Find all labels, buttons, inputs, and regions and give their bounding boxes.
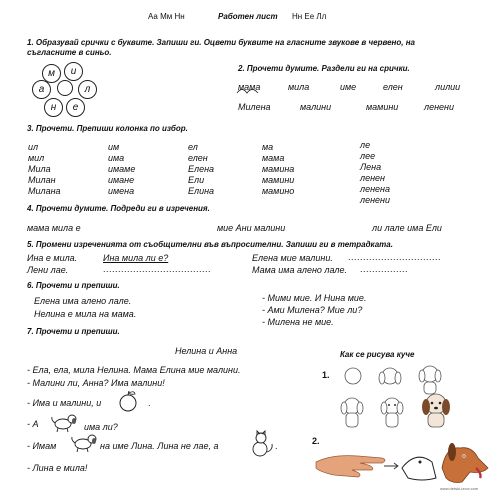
- task3-instruction: 3. Прочети. Препиши колонка по избор.: [27, 124, 188, 133]
- task2-word: мамини: [366, 102, 399, 112]
- task2-word: малини: [300, 102, 332, 112]
- task4-instruction: 4. Прочети думите. Подреди ги в изречения.: [27, 204, 210, 213]
- story-line: - А: [27, 419, 39, 429]
- task7-instruction: 7. Прочети и препиши.: [27, 327, 120, 336]
- story-line: има ли?: [84, 422, 118, 432]
- answer-line: ...............................: [348, 252, 442, 262]
- task1-instruction: 1. Образувай срички с буквите. Запиши ги. Оцвети буквите на гласните звукове в червено, на: [27, 38, 415, 47]
- task4-words: мие Ани малини: [217, 223, 286, 233]
- story-line: - Имам: [27, 441, 57, 451]
- dog-step: [379, 368, 401, 384]
- statement: Лени лае.: [27, 265, 69, 275]
- story-line: - Има и малини, и: [27, 398, 102, 408]
- task4-words: ли лале има Ели: [372, 223, 442, 233]
- flower-petal: а: [32, 80, 51, 99]
- story-punct: .: [148, 398, 151, 408]
- task2-word: ленени: [424, 102, 454, 112]
- reading-line: Нелина е мила на мама.: [34, 309, 137, 319]
- example-question: Ина мила ли е?: [103, 253, 169, 263]
- hand-dog-drawing: [312, 428, 490, 490]
- word-column: ел елен Елена Ели Елина: [188, 142, 215, 196]
- story-line: - Лина е мила!: [27, 463, 88, 473]
- statement: Мама има алено лале.: [252, 265, 347, 275]
- dialogue-line: - Мими мие. И Нина мие.: [262, 293, 367, 303]
- task1-instruction-cont: съгласните в синьо.: [27, 48, 112, 57]
- task5-instruction: 5. Промени изреченията от съобщителни във въпросителни. Запиши ги в тетрадката.: [27, 240, 393, 249]
- word-column: ма мама мамина мамини мамино: [262, 142, 295, 196]
- header-letters-right: Нн Ее Лл: [292, 12, 327, 21]
- step-number: 1.: [322, 370, 330, 380]
- story-line: - Ела, ела, мила Нелина. Мама Елина мие малини.: [27, 365, 241, 375]
- story-line: на име Лина. Лина не лае, а: [100, 441, 219, 451]
- page-title: Работен лист: [218, 12, 278, 21]
- syllable-flower: [30, 60, 100, 116]
- word-column: ле лее Лена ленен ленена ленени: [360, 140, 390, 205]
- syllable-arc: [236, 84, 260, 94]
- story-line: - Малини ли, Анна? Има малини!: [27, 378, 165, 388]
- task2-word: лилии: [435, 82, 461, 92]
- flower-petal: н: [44, 98, 63, 117]
- cat-icon: [246, 430, 276, 458]
- statement: Елена мие малини.: [252, 253, 333, 263]
- dog-icon: [68, 432, 98, 452]
- story-punct: .: [275, 441, 278, 451]
- apple-icon: [116, 390, 140, 412]
- task2-instruction: 2. Прочети думите. Раздели ги на срички.: [238, 64, 410, 73]
- flower-petal: м: [42, 64, 61, 83]
- task2-word: име: [340, 82, 357, 92]
- header-letters-left: Аа Мм Нн: [148, 12, 185, 21]
- watermark: www.detski-izvor.com: [440, 486, 479, 491]
- task2-word: Милена: [238, 102, 271, 112]
- task2-word: мила: [288, 82, 310, 92]
- flower-center: [57, 80, 73, 96]
- flower-petal: е: [66, 98, 85, 117]
- dialogue-line: - Ами Милена? Мие ли?: [262, 305, 363, 315]
- story-title: Нелина и Анна: [175, 346, 238, 356]
- step-number: 2.: [312, 436, 320, 446]
- flower-petal: и: [64, 62, 83, 81]
- drawing-title: Как се рисува куче: [340, 350, 415, 359]
- word-column: им има имаме имане имена: [108, 142, 136, 196]
- task4-words: мама мила е: [27, 223, 81, 233]
- dog-icon: [48, 412, 78, 432]
- task2-word: елен: [383, 82, 403, 92]
- answer-line: ....................................: [103, 264, 212, 274]
- flower-petal: л: [78, 80, 97, 99]
- answer-line: ................: [360, 264, 409, 274]
- dog-drawing-steps: [330, 362, 490, 432]
- word-column: ил мил Мила Милан Милана: [28, 142, 61, 196]
- task2-word: мама: [238, 82, 261, 92]
- dialogue-line: - Милена не мие.: [262, 317, 334, 327]
- statement: Ина е мила.: [27, 253, 78, 263]
- reading-line: Елена има алено лале.: [34, 296, 132, 306]
- task6-instruction: 6. Прочети и препиши.: [27, 281, 120, 290]
